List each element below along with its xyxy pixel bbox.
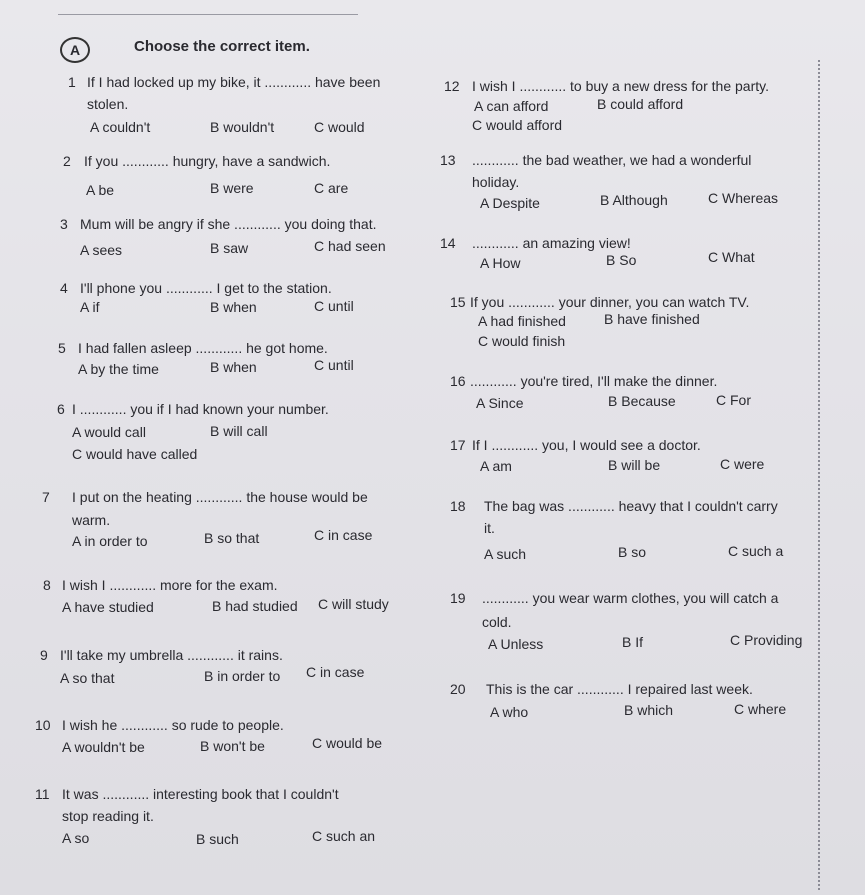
question-stem: If you ............ your dinner, you can watch TV.	[470, 294, 750, 310]
option-b[interactable]: B when	[210, 359, 257, 375]
question-number: 11	[35, 786, 50, 802]
question-stem: If you ............ hungry, have a sandwich.	[84, 153, 331, 169]
question-stem-continued: stop reading it.	[62, 808, 154, 824]
option-c[interactable]: C such a	[728, 543, 784, 559]
option-b[interactable]: B so	[618, 544, 647, 560]
option-a[interactable]: A can afford	[474, 98, 549, 114]
option-a[interactable]: A in order to	[72, 533, 148, 549]
section-letter-badge: A	[60, 37, 90, 63]
question-number: 8	[43, 577, 51, 593]
question-stem: I wish I ............ more for the exam.	[62, 577, 278, 593]
option-b[interactable]: B Although	[600, 192, 668, 208]
question-stem: ............ you wear warm clothes, you will catch a	[482, 590, 779, 606]
question-number: 3	[60, 216, 68, 232]
option-b[interactable]: B were	[210, 180, 254, 196]
option-c[interactable]: C would finish	[478, 333, 566, 349]
option-a[interactable]: A so	[62, 830, 90, 846]
option-c[interactable]: C would	[314, 119, 365, 135]
option-a[interactable]: A would call	[72, 424, 146, 440]
question-number: 20	[450, 681, 466, 697]
question-stem: If I ............ you, I would see a doctor.	[472, 437, 701, 453]
option-b[interactable]: B So	[606, 252, 637, 268]
option-c[interactable]: C where	[734, 701, 787, 717]
option-b[interactable]: B wouldn't	[210, 119, 275, 135]
question-number: 10	[35, 717, 51, 733]
option-c[interactable]: C in case	[306, 664, 365, 680]
option-a[interactable]: A sees	[80, 242, 123, 258]
option-a[interactable]: A wouldn't be	[62, 739, 145, 755]
question-number: 15	[450, 294, 466, 310]
option-b[interactable]: B saw	[210, 240, 249, 256]
option-c[interactable]: C Providing	[730, 632, 803, 648]
option-a[interactable]: A so that	[60, 670, 115, 686]
question-number: 12	[444, 78, 460, 94]
question-number: 13	[440, 152, 456, 168]
question-stem: I wish I ............ to buy a new dress for the party.	[472, 78, 769, 94]
option-b[interactable]: B If	[622, 634, 644, 650]
question-number: 18	[450, 498, 466, 514]
option-b[interactable]: B had studied	[212, 598, 298, 614]
option-b[interactable]: B will call	[210, 423, 268, 439]
question-stem: Mum will be angry if she ............ you doing that.	[80, 216, 377, 232]
question-number: 4	[60, 280, 68, 296]
option-c[interactable]: C For	[716, 392, 751, 408]
option-b[interactable]: B in order to	[204, 668, 281, 684]
option-c[interactable]: C until	[314, 298, 354, 314]
question-number: 7	[42, 489, 50, 505]
option-b[interactable]: B have finished	[604, 311, 700, 327]
question-number: 17	[450, 437, 466, 453]
question-stem-continued: cold.	[482, 614, 512, 630]
option-a[interactable]: A had finished	[478, 313, 566, 329]
option-c[interactable]: C will study	[318, 596, 389, 612]
option-c[interactable]: C What	[708, 249, 755, 265]
question-stem: I had fallen asleep ............ he got home.	[78, 340, 328, 356]
option-c[interactable]: C until	[314, 357, 354, 373]
question-stem: This is the car ............ I repaired last week.	[486, 681, 753, 697]
question-stem: ............ the bad weather, we had a wonderful	[472, 152, 752, 168]
option-b[interactable]: B won't be	[200, 738, 265, 754]
option-b[interactable]: B which	[624, 702, 674, 718]
question-number: 2	[63, 153, 71, 169]
question-stem: I ............ you if I had known your number.	[72, 401, 329, 417]
option-c[interactable]: C would have called	[72, 446, 198, 462]
option-c[interactable]: C in case	[314, 527, 373, 543]
option-b[interactable]: B such	[196, 831, 239, 847]
question-stem: ............ you're tired, I'll make the dinner.	[470, 373, 718, 389]
question-number: 19	[450, 590, 466, 606]
option-b[interactable]: B Because	[608, 393, 676, 409]
option-a[interactable]: A who	[490, 704, 529, 720]
option-c[interactable]: C were	[720, 456, 765, 472]
option-c[interactable]: C had seen	[314, 238, 386, 254]
question-stem: It was ............ interesting book that I couldn't	[62, 786, 339, 802]
question-stem-continued: stolen.	[87, 96, 129, 112]
option-a[interactable]: A Despite	[480, 195, 540, 211]
top-rule	[58, 14, 358, 15]
option-a[interactable]: A How	[480, 255, 521, 271]
option-a[interactable]: A Unless	[488, 636, 544, 652]
right-margin-dots	[818, 60, 820, 890]
option-c[interactable]: C Whereas	[708, 190, 779, 206]
question-stem: The bag was ............ heavy that I couldn't carry	[484, 498, 778, 514]
question-stem-continued: holiday.	[472, 174, 520, 190]
option-b[interactable]: B will be	[608, 457, 661, 473]
option-a[interactable]: A am	[480, 458, 512, 474]
question-number: 14	[440, 235, 456, 251]
section-title: Choose the correct item.	[134, 38, 310, 55]
question-stem: I'll take my umbrella ............ it rains.	[60, 647, 283, 663]
option-b[interactable]: B so that	[204, 530, 260, 546]
question-stem-continued: it.	[484, 520, 495, 536]
option-c[interactable]: C would be	[312, 735, 383, 751]
option-a[interactable]: A by the time	[78, 361, 159, 377]
question-number: 6	[57, 401, 65, 417]
question-stem-continued: warm.	[72, 512, 111, 528]
question-stem: I wish he ............ so rude to people.	[62, 717, 284, 733]
option-c[interactable]: C would afford	[472, 117, 563, 133]
question-number: 1	[68, 74, 76, 90]
option-c[interactable]: C are	[314, 180, 349, 196]
option-c[interactable]: C such an	[312, 828, 376, 844]
option-a[interactable]: A have studied	[62, 599, 154, 615]
option-a[interactable]: A couldn't	[90, 119, 151, 135]
question-number: 9	[40, 647, 48, 663]
question-number: 5	[58, 340, 66, 356]
option-a[interactable]: A be	[86, 182, 115, 198]
question-stem: If I had locked up my bike, it ............ have been	[87, 74, 381, 90]
question-stem: I'll phone you ............ I get to the station.	[80, 280, 332, 296]
option-a[interactable]: A Since	[476, 395, 524, 411]
option-b[interactable]: B could afford	[597, 96, 684, 112]
option-a[interactable]: A such	[484, 546, 527, 562]
question-stem: ............ an amazing view!	[472, 235, 631, 251]
option-a[interactable]: A if	[80, 299, 100, 315]
question-stem: I put on the heating ............ the house would be	[72, 489, 368, 505]
question-number: 16	[450, 373, 466, 389]
option-b[interactable]: B when	[210, 299, 257, 315]
